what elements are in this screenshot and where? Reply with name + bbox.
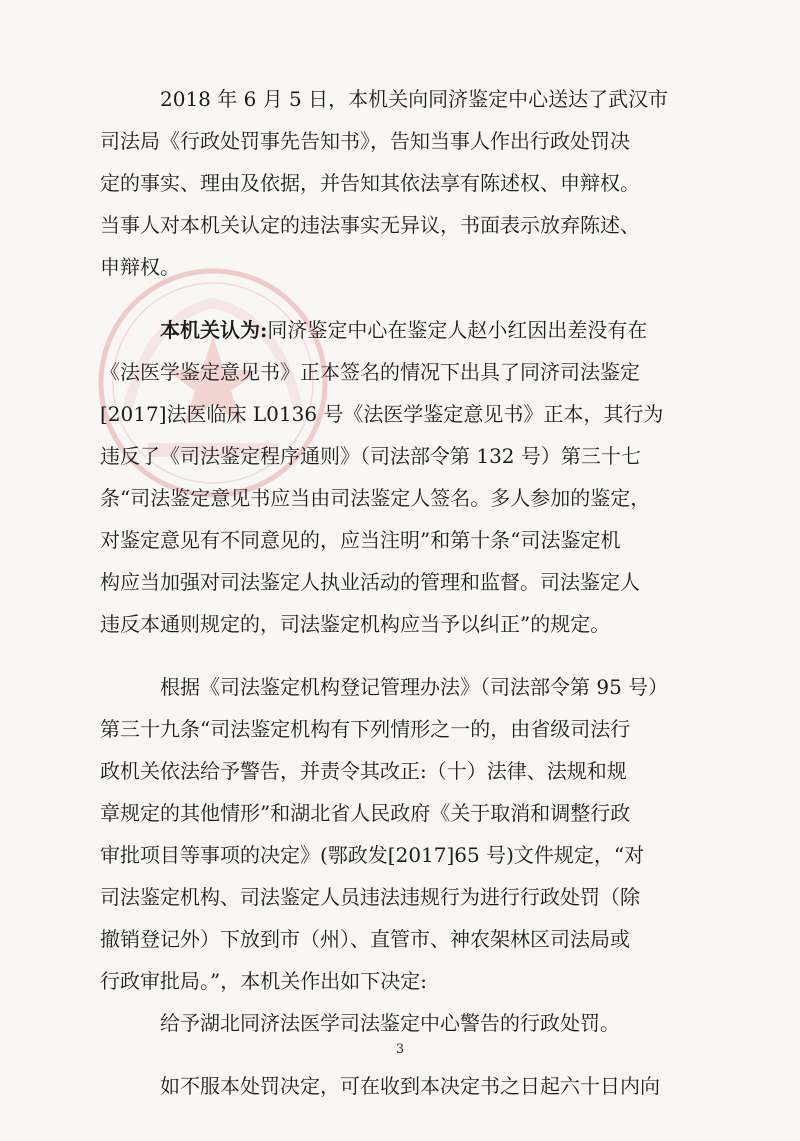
paragraph-1-line-1: 2018 年 6 月 5 日，本机关向同济鉴定中心送达了武汉市 [160,87,669,111]
paragraph-2-line-2: 《法医学鉴定意见书》正本签名的情况下出具了同济司法鉴定 [100,360,640,384]
appeal-notice-line: 如不服本处罚决定，可在收到本决定书之日起六十日内向 [160,1074,660,1098]
paragraph-2-line-6: 对鉴定意见有不同意见的，应当注明”和第十条“司法鉴定机 [100,528,621,552]
finding-heading: 本机关认为: [160,318,268,342]
paragraph-3-line-8: 行政审批局。”，本机关作出如下决定: [100,969,427,993]
paragraph-2-line-8: 违反本通则规定的，司法鉴定机构应当予以纠正”的规定。 [100,612,611,636]
paragraph-1-line-4: 当事人对本机关认定的违法事实无异议，书面表示放弃陈述、 [100,213,640,237]
paragraph-2-line-1 [100,309,720,351]
paragraph-3-line-6: 司法鉴定机构、司法鉴定人员违法违规行为进行行政处罚（除 [100,885,640,909]
paragraph-2-line-5: 条“司法鉴定意见书应当由司法鉴定人签名。多人参加的鉴定， [100,486,651,510]
paragraph-3-line-5: 审批项目等事项的决定》(鄂政发[2017]65 号)文件规定，“对 [100,843,645,867]
body-text [100,78,720,1107]
paragraph-2-line-4: 违反了《司法鉴定程序通则》（司法部令第 132 号）第三十七 [100,444,641,468]
paragraph-1-line-5: 申辩权。 [100,255,180,279]
page-number: 3 [395,1042,405,1057]
paragraph-3-line-4: 章规定的其他情形”和湖北省人民政府《关于取消和调整行政 [100,801,631,825]
paragraph-1-line-3: 定的事实、理由及依据，并告知其依法享有陈述权、申辩权。 [100,171,640,195]
paragraph-2-line-3: [2017]法医临床 L0136 号《法医学鉴定意见书》正本，其行为 [100,402,664,426]
paragraph-1-line-2: 司法局《行政处罚事先告知书》，告知当事人作出行政处罚决 [100,129,630,153]
paragraph-2-line-1-text: 同济鉴定中心在鉴定人赵小红因出差没有在 [267,318,648,342]
decision-line: 给予湖北同济法医学司法鉴定中心警告的行政处罚。 [160,1011,620,1035]
paragraph-2-line-7: 构应当加强对司法鉴定人执业活动的管理和监督。司法鉴定人 [100,570,640,594]
paragraph-3-line-1: 根据《司法鉴定机构登记管理办法》（司法部令第 95 号） [160,675,669,699]
paragraph-3-line-3: 政机关依法给予警告，并责令其改正:（十）法律、法规和规 [100,759,627,783]
paragraph-3-line-7: 撤销登记外）下放到市（州）、直管市、神农架林区司法局或 [100,927,630,951]
paragraph-3-line-2: 第三十九条“司法鉴定机构有下列情形之一的，由省级司法行 [100,717,631,741]
